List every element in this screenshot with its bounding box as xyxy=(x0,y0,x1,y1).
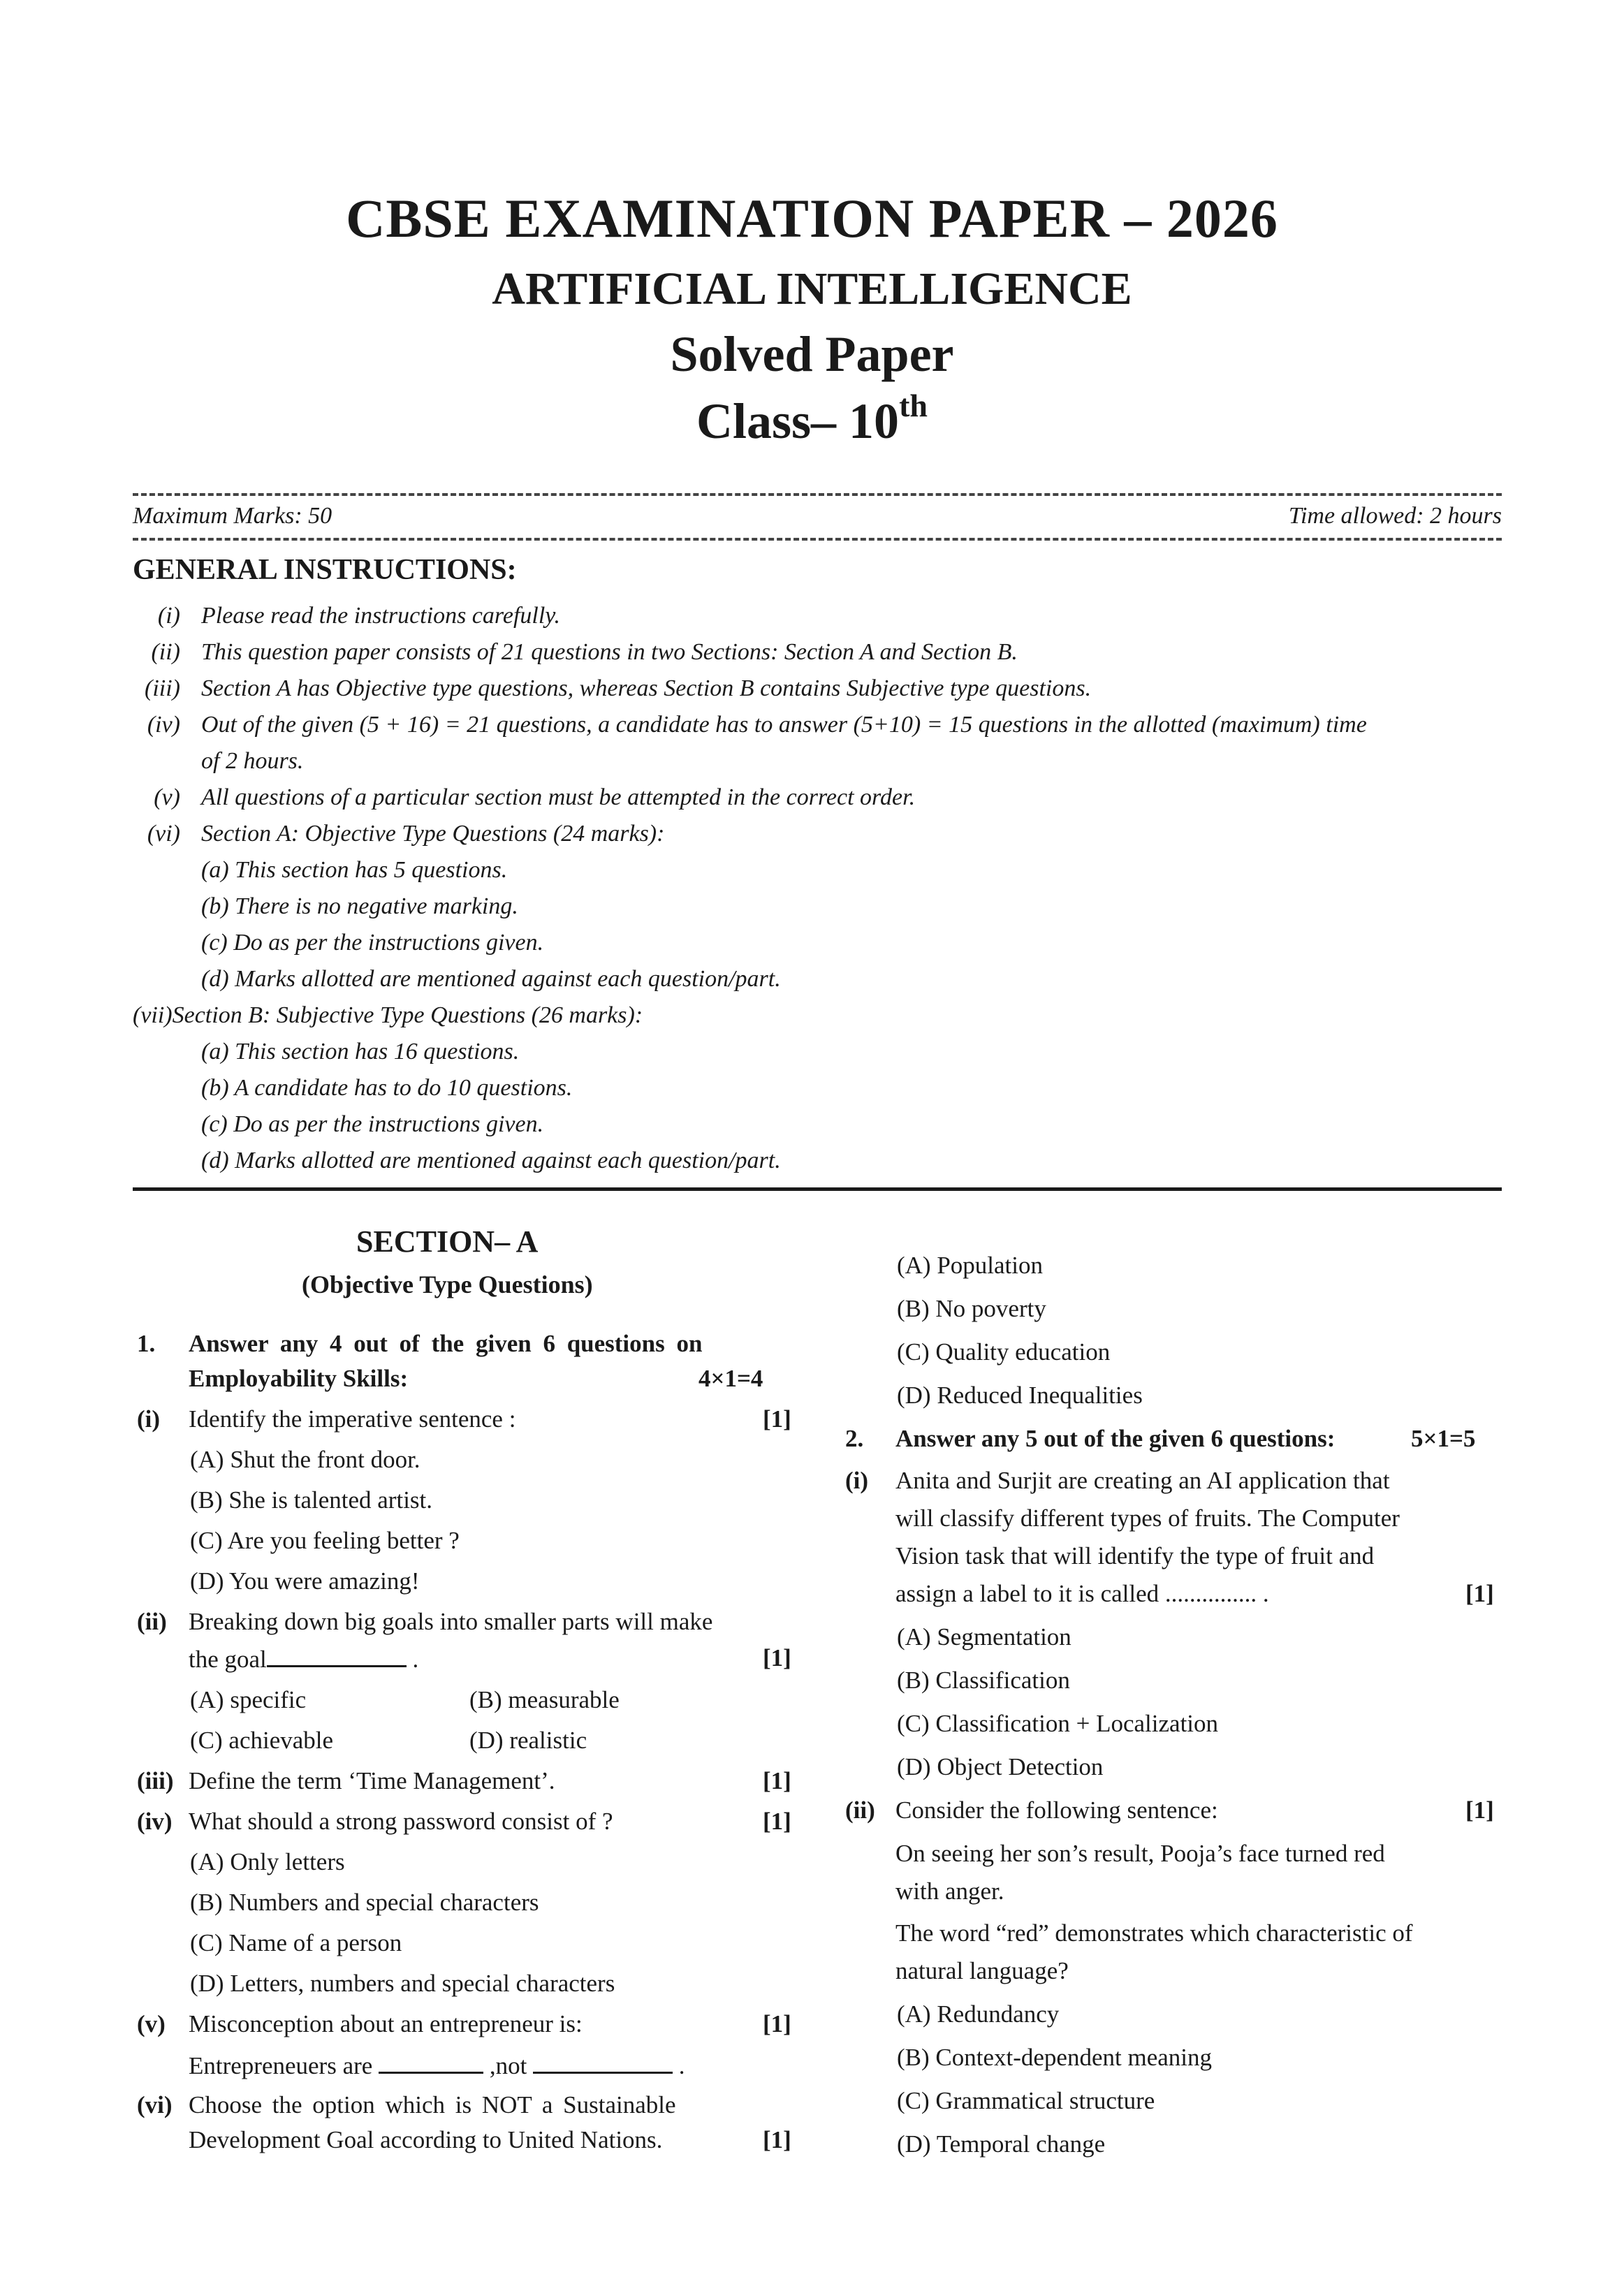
q1-ii-mark: [1] xyxy=(763,1644,791,1671)
q1-ii-goal: the goal xyxy=(189,1646,267,1673)
option: (A) Population xyxy=(897,1252,1044,1279)
class-sup: th xyxy=(899,388,928,423)
option: (C) Are you feeling better ? xyxy=(190,1527,460,1554)
q1-iv-num: (iv) xyxy=(137,1808,173,1835)
q1-ii-end: . xyxy=(412,1646,419,1673)
q1-iii-text: Define the term ‘Time Management’. xyxy=(189,1767,555,1794)
option: (B) Context-dependent meaning xyxy=(897,2044,1212,2071)
section-divider xyxy=(133,1187,1502,1191)
divider-top xyxy=(133,493,1502,496)
q1-iii-num: (iii) xyxy=(137,1767,174,1794)
q1-vi-mark: [1] xyxy=(763,2126,791,2153)
section-a-subitem: (d) Marks allotted are mentioned against each question/part. xyxy=(201,966,781,992)
q1-ii-text-l2 xyxy=(189,1644,418,1674)
q1-text: Answer any 4 out of the given 6 questions on xyxy=(189,1330,703,1357)
option: (A) specific xyxy=(190,1686,307,1713)
option: (A) Segmentation xyxy=(897,1623,1071,1650)
option: (C) Name of a person xyxy=(190,1929,402,1956)
q2-i-line: Anita and Surjit are creating an AI application that xyxy=(895,1467,1390,1494)
instruction-item xyxy=(151,634,1018,671)
instruction-text: Section A: Objective Type Questions (24 marks): xyxy=(201,821,665,847)
section-title: SECTION– A xyxy=(356,1224,539,1259)
q2-number: 2. xyxy=(845,1425,864,1452)
instruction-item xyxy=(145,671,1092,707)
section-a-subitem: (a) This section has 5 questions. xyxy=(201,857,508,883)
q1-v-mark: [1] xyxy=(763,2010,791,2037)
instruction-item xyxy=(147,816,665,852)
max-marks: Maximum Marks: 50 xyxy=(133,503,332,529)
q2-ii-mark: [1] xyxy=(1465,1796,1494,1824)
option: (D) Letters, numbers and special characters xyxy=(190,1970,615,1997)
q1-v-part-b: ,not xyxy=(489,2052,527,2079)
instruction-item xyxy=(147,707,1367,743)
time-allowed: Time allowed: 2 hours xyxy=(1288,503,1502,529)
q2-ii-line: natural language? xyxy=(895,1957,1069,1984)
q2-i-mark: [1] xyxy=(1465,1580,1494,1607)
q1-iii-mark: [1] xyxy=(763,1767,791,1794)
instruction-item xyxy=(154,779,916,816)
q1-v-part-a: Entrepreneuers are xyxy=(189,2052,373,2079)
option: (C) achievable xyxy=(190,1727,334,1754)
instruction-num: (iii) xyxy=(145,675,180,701)
paper-title: CBSE EXAMINATION PAPER – 2026 xyxy=(346,188,1278,249)
option: (D) Reduced Inequalities xyxy=(897,1382,1143,1409)
q1-i-text: Identify the imperative sentence : xyxy=(189,1405,516,1433)
section-b-subitem: (b) A candidate has to do 10 questions. xyxy=(201,1075,573,1101)
instruction-item xyxy=(201,743,303,779)
option: (A) Only letters xyxy=(190,1848,345,1875)
q1-iv-text: What should a strong password consist of ? xyxy=(189,1808,613,1835)
instruction-num: (i) xyxy=(157,603,180,629)
q2-ii-line: On seeing her son’s result, Pooja’s face turned red xyxy=(895,1840,1385,1867)
q1-vi-text-l2: Development Goal according to United Nations. xyxy=(189,2126,663,2153)
q1-text-l2: Employability Skills: xyxy=(189,1365,409,1392)
q2-marks: 5×1=5 xyxy=(1411,1425,1476,1452)
option: (C) Quality education xyxy=(897,1338,1111,1366)
q2-i-line: will classify different types of fruits. The Computer xyxy=(895,1505,1400,1532)
q1-marks: 4×1=4 xyxy=(698,1365,763,1392)
instruction-num: (v) xyxy=(154,784,180,810)
q1-vi-num: (vi) xyxy=(137,2091,173,2118)
instruction-text: Out of the given (5 + 16) = 21 questions, a candidate has to answer (5+10) = 15 questions in the allotted (maximum) time xyxy=(201,712,1367,738)
blank-line xyxy=(533,2051,673,2074)
instruction-text: All questions of a particular section must be attempted in the correct order. xyxy=(201,784,916,810)
subject-title: ARTIFICIAL INTELLIGENCE xyxy=(492,263,1132,314)
q1-ii-num: (ii) xyxy=(137,1608,167,1635)
option: (D) realistic xyxy=(469,1727,587,1754)
option: (B) measurable xyxy=(469,1686,620,1713)
option: (C) Classification + Localization xyxy=(897,1710,1219,1737)
instruction-text: of 2 hours. xyxy=(201,748,304,774)
section-subtitle: (Objective Type Questions) xyxy=(302,1271,593,1298)
option: (B) No poverty xyxy=(897,1295,1046,1322)
q2-text: Answer any 5 out of the given 6 questions: xyxy=(895,1425,1336,1452)
q2-i-line: Vision task that will identify the type of fruit and xyxy=(895,1542,1375,1569)
q1-vi-text: Choose the option which is NOT a Sustainable xyxy=(189,2091,676,2118)
option: (B) She is talented artist. xyxy=(190,1486,433,1514)
paper-type: Solved Paper xyxy=(670,326,954,382)
blank-line xyxy=(267,1644,407,1667)
option: (B) Numbers and special characters xyxy=(190,1889,539,1916)
q1-v-line2 xyxy=(189,2051,685,2080)
class-label xyxy=(0,388,1624,451)
option: (A) Redundancy xyxy=(897,2000,1060,2028)
q2-i-num: (i) xyxy=(845,1467,869,1494)
q1-ii-text: Breaking down big goals into smaller parts will make xyxy=(189,1608,713,1635)
option: (C) Grammatical structure xyxy=(897,2087,1155,2114)
instruction-num: (vi) xyxy=(147,821,180,847)
q2-ii-line: The word “red” demonstrates which characteristic of xyxy=(895,1919,1413,1947)
q1-v-part-c: . xyxy=(678,2052,685,2079)
section-a-subitem: (b) There is no negative marking. xyxy=(201,893,518,919)
q2-ii-line: with anger. xyxy=(895,1877,1004,1905)
q1-v-text: Misconception about an entrepreneur is: xyxy=(189,2010,583,2037)
instruction-text: Section A has Objective type questions, whereas Section B contains Subjective type questions. xyxy=(201,675,1092,701)
section-b-subitem: (c) Do as per the instructions given. xyxy=(201,1111,544,1137)
q1-i-mark: [1] xyxy=(763,1405,791,1433)
section-b-subitem: (d) Marks allotted are mentioned against each question/part. xyxy=(201,1148,781,1173)
section-a-subitem: (c) Do as per the instructions given. xyxy=(201,930,544,956)
divider-bottom xyxy=(133,538,1502,541)
instruction-num: (iv) xyxy=(147,712,180,738)
q2-i-line: assign a label to it is called ............... . xyxy=(895,1580,1269,1607)
q2-ii-text: Consider the following sentence: xyxy=(895,1796,1218,1824)
class-text: Class– 10 xyxy=(696,393,900,449)
option: (D) Object Detection xyxy=(897,1753,1104,1780)
q1-v-num: (v) xyxy=(137,2010,166,2037)
instruction-text: This question paper consists of 21 questions in two Sections: Section A and Section B. xyxy=(201,639,1018,665)
instruction-item xyxy=(157,598,561,634)
instruction-vii: (vii)Section B: Subjective Type Questions (26 marks): xyxy=(133,1002,643,1028)
section-b-subitem: (a) This section has 16 questions. xyxy=(201,1039,520,1064)
option: (D) You were amazing! xyxy=(190,1567,420,1595)
q1-iv-mark: [1] xyxy=(763,1808,791,1835)
q1-number: 1. xyxy=(137,1330,156,1357)
option: (D) Temporal change xyxy=(897,2130,1106,2158)
q1-i-num: (i) xyxy=(137,1405,161,1433)
instruction-text: Please read the instructions carefully. xyxy=(201,603,561,629)
option: (B) Classification xyxy=(897,1667,1070,1694)
q2-ii-num: (ii) xyxy=(845,1796,875,1824)
option: (A) Shut the front door. xyxy=(190,1446,420,1473)
marks-row xyxy=(133,503,1502,529)
instruction-num: (ii) xyxy=(151,639,180,665)
instructions-title: GENERAL INSTRUCTIONS: xyxy=(133,554,517,586)
blank-line xyxy=(379,2051,483,2074)
